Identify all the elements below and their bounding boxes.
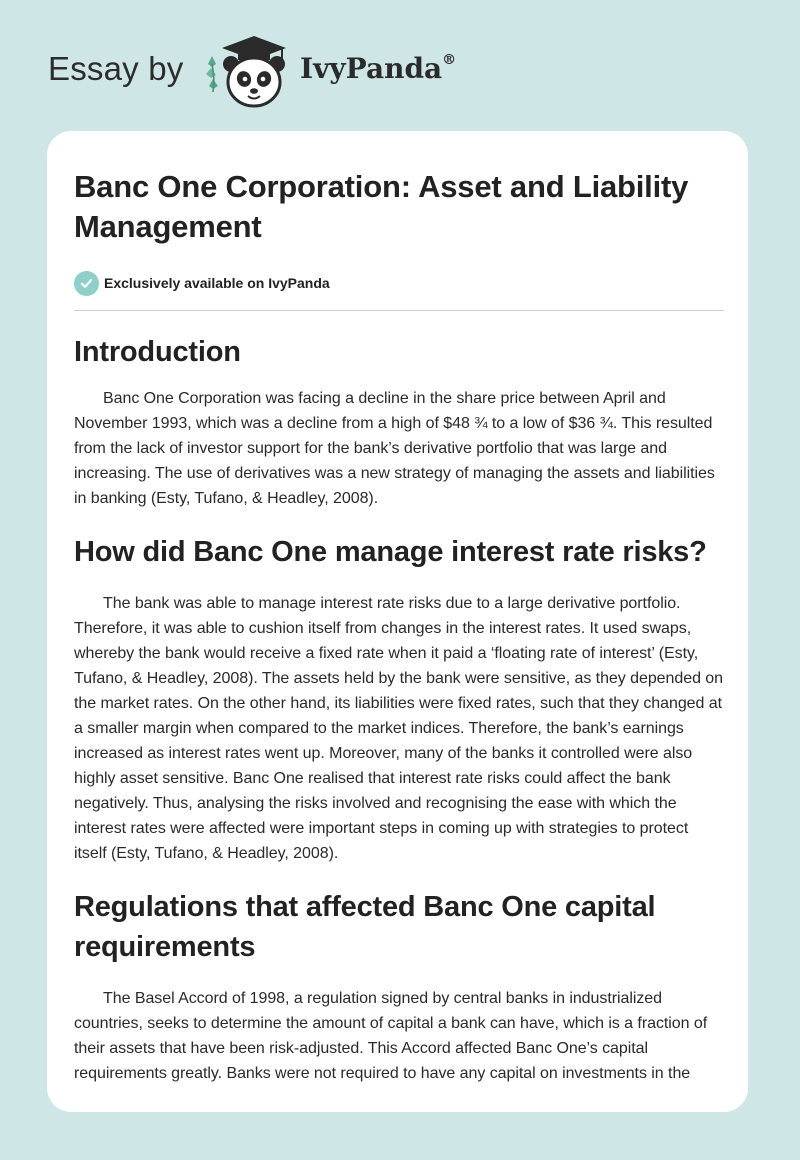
- essay-card: [47, 131, 748, 1112]
- section-heading-introduction: Introduction: [74, 336, 241, 368]
- check-icon: [74, 271, 99, 296]
- exclusive-label: Exclusively available on IvyPanda: [104, 275, 330, 291]
- exclusive-badge: [74, 270, 724, 296]
- essay-content: [74, 167, 724, 1086]
- panda-logo-icon[interactable]: [202, 34, 298, 110]
- section-paragraph: The bank was able to manage interest rate risks due to a large derivative portfolio. Therefore, it was able to cushion itself from changes in the interest rates. It used swaps, whereby the bank would receive a fixed rate when it paid a ‘floating rate of interest’ (Esty, Tufano, & Headley, 2008). The assets held by the bank were sensitive, as they depended on the market rates. On the other hand, its liabilities were fixed rates, such that they changed at a smaller margin when compared to the market indices. Therefore, the bank’s earnings increased as interest rates went up. Moreover, many of the banks it controlled were also highly asset sensitive. Banc One realised that interest rate risks could affect the bank negatively. Thus, analysing the risks involved and recognising the ease with which the interest rates were affected were important steps in coming up with strategies to protect itself (Esty, Tufano, & Headley, 2008).: [74, 595, 724, 862]
- section-heading-interest-rate-risks: How did Banc One manage interest rate risks?: [74, 536, 707, 568]
- brand-name[interactable]: [300, 52, 456, 85]
- registered-mark: ®: [442, 51, 457, 68]
- section-heading-regulations: Regulations that affected Banc One capital requirements: [74, 891, 656, 963]
- section-paragraph: Banc One Corporation was facing a decline in the share price between April and November 1993, which was a decline from a high of $48 ¾ to a low of $36 ¾. This resulted from the lack of investor support for the bank’s derivative portfolio that was large and increasing. The use of derivatives was a new strategy of managing the assets and liabilities in banking (Esty, Tufano, & Headley, 2008).: [74, 390, 715, 507]
- page-title: Banc One Corporation: Asset and Liability Management: [74, 169, 689, 244]
- brand-name-text: IvyPanda: [300, 52, 443, 85]
- essay-by-label: Essay by: [48, 50, 184, 87]
- divider: [74, 310, 724, 311]
- site-header: [0, 0, 800, 130]
- section-paragraph: The Basel Accord of 1998, a regulation signed by central banks in industrialized countries, seeks to determine the amount of capital a bank can have, which is a fraction of their assets that have been risk-adjusted. This Accord affected Banc One’s capital requirements greatly. Banks were not required to have any capital on investments in the: [74, 990, 708, 1082]
